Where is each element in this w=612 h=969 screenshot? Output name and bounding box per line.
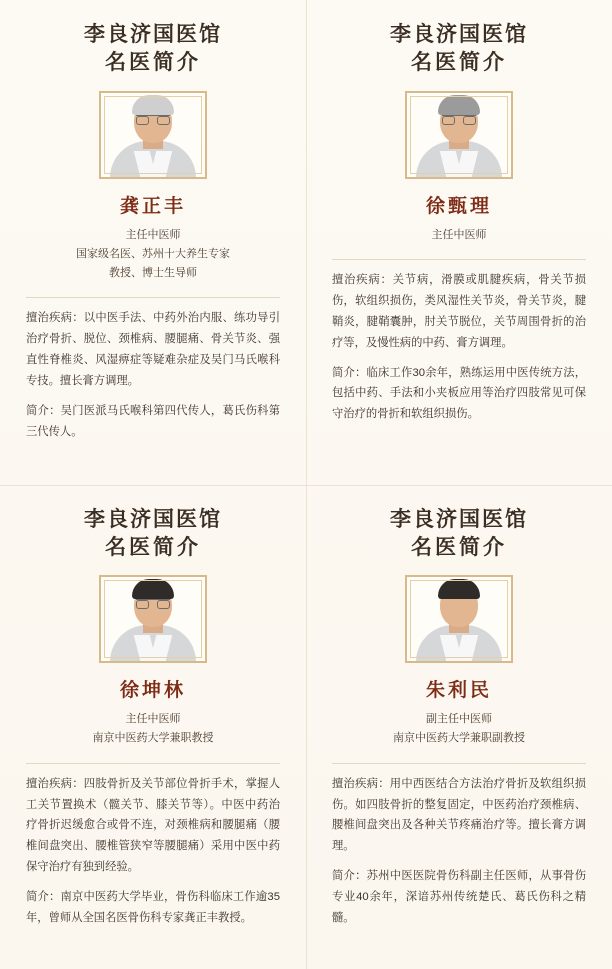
doctor-intro: 简介：临床工作30余年，熟练运用中医传统方法，包括中药、手法和小夹板应用等治疗四肢常见可保守治疗的骨折和软组织损伤。 xyxy=(332,366,586,421)
section-divider xyxy=(332,259,586,260)
doctor-specialty: 擅治疾病：四肢骨折及关节部位骨折手术，掌握人工关节置换术（髋关节、膝关节等）。中医中药治疗骨折迟缓愈合或骨不连，对颈椎病和腰腿痛（腰椎间盘突出、腰椎管狭窄等腰腿痛）采用中医中药保守治疗有独到经验。 xyxy=(26,777,280,874)
portrait-hair xyxy=(132,579,174,599)
glasses-icon xyxy=(136,599,170,609)
doctor-title-line: 南京中医药大学兼职副教授 xyxy=(393,732,525,745)
doctor-title-line: 主任中医师 xyxy=(125,228,181,241)
glasses-icon xyxy=(442,115,476,125)
doctor-title-line: 副主任中医师 xyxy=(426,713,492,726)
doctor-name: 徐甄理 xyxy=(425,195,492,217)
doctor-titles xyxy=(432,226,487,245)
section-divider xyxy=(26,763,280,764)
doctor-title-line: 主任中医师 xyxy=(431,228,487,241)
glasses-icon xyxy=(136,115,170,125)
doctor-titles xyxy=(93,710,214,749)
doctor-portrait-frame xyxy=(99,575,207,663)
section-divider xyxy=(332,763,586,764)
doctor-title-line: 国家级名医、苏州十大养生专家 xyxy=(76,247,230,260)
doctor-titles xyxy=(76,226,230,284)
horizontal-divider xyxy=(0,485,612,486)
doctor-title-line: 主任中医师 xyxy=(125,713,181,726)
doctor-card xyxy=(0,0,306,485)
doctor-specialty: 擅治疾病：以中医手法、中药外治内服、练功导引治疗骨折、脱位、颈椎病、腰腿痛、骨关节炎、强直性脊椎炎、风湿痹症等疑难杂症及吴门马氏喉科专技。擅长膏方调理。 xyxy=(26,312,280,388)
clinic-subtitle: 名医简介 xyxy=(105,50,201,75)
portrait-hair xyxy=(132,95,174,115)
portrait-hair xyxy=(438,95,480,115)
doctor-specialty: 擅治疾病：用中西医结合方法治疗骨折及软组织损伤。如四肢骨折的整复固定，中医药治疗颈椎病、腰椎间盘突出及各种关节疼痛治疗等。擅长膏方调理。 xyxy=(332,777,586,853)
clinic-subtitle: 名医简介 xyxy=(411,50,507,75)
doctor-portrait-frame xyxy=(405,91,513,179)
clinic-name: 李良济国医馆 xyxy=(84,22,222,46)
doctor-portrait xyxy=(101,577,205,661)
doctor-title-line: 南京中医药大学兼职教授 xyxy=(92,732,214,745)
doctor-card xyxy=(0,485,306,969)
doctor-titles xyxy=(393,710,525,749)
doctor-portrait xyxy=(101,93,205,177)
clinic-name: 李良济国医馆 xyxy=(390,22,528,46)
clinic-name: 李良济国医馆 xyxy=(84,506,222,531)
doctor-intro: 简介：南京中医药大学毕业，骨伤科临床工作逾35年，曾师从全国名医骨伤科专家龚正丰教授。 xyxy=(26,891,280,925)
doctor-intro: 简介：苏州中医医院骨伤科副主任医师，从事骨伤专业40余年，深谙苏州传统楚氏、葛氏伤科之精髓。 xyxy=(332,870,586,925)
doctor-name: 朱利民 xyxy=(425,680,492,702)
doctor-card xyxy=(306,485,612,969)
doctor-portrait-frame xyxy=(99,91,207,179)
section-divider xyxy=(26,297,280,298)
clinic-subtitle: 名医简介 xyxy=(105,534,201,559)
doctor-portrait xyxy=(407,93,511,177)
doctor-portrait-frame xyxy=(405,575,513,663)
doctor-intro: 简介：吴门医派马氏喉科第四代传人，葛氏伤科第三代传人。 xyxy=(26,405,280,438)
doctor-specialty: 擅治疾病：关节病，滑膜或肌腱疾病，骨关节损伤，软组织损伤，类风湿性关节炎，骨关节炎，腱鞘炎，腱鞘囊肿，肘关节脱位，关节周围骨折的治疗等，及慢性病的中药、膏方调理。 xyxy=(332,273,586,349)
doctor-card xyxy=(306,0,612,485)
portrait-hair xyxy=(438,579,480,599)
doctor-portrait xyxy=(407,577,511,661)
doctor-title-line: 教授、博士生导师 xyxy=(109,267,197,280)
clinic-name: 李良济国医馆 xyxy=(390,506,528,531)
doctor-name: 徐坤林 xyxy=(119,680,186,702)
clinic-subtitle: 名医简介 xyxy=(411,534,507,559)
doctor-name: 龚正丰 xyxy=(119,195,186,217)
